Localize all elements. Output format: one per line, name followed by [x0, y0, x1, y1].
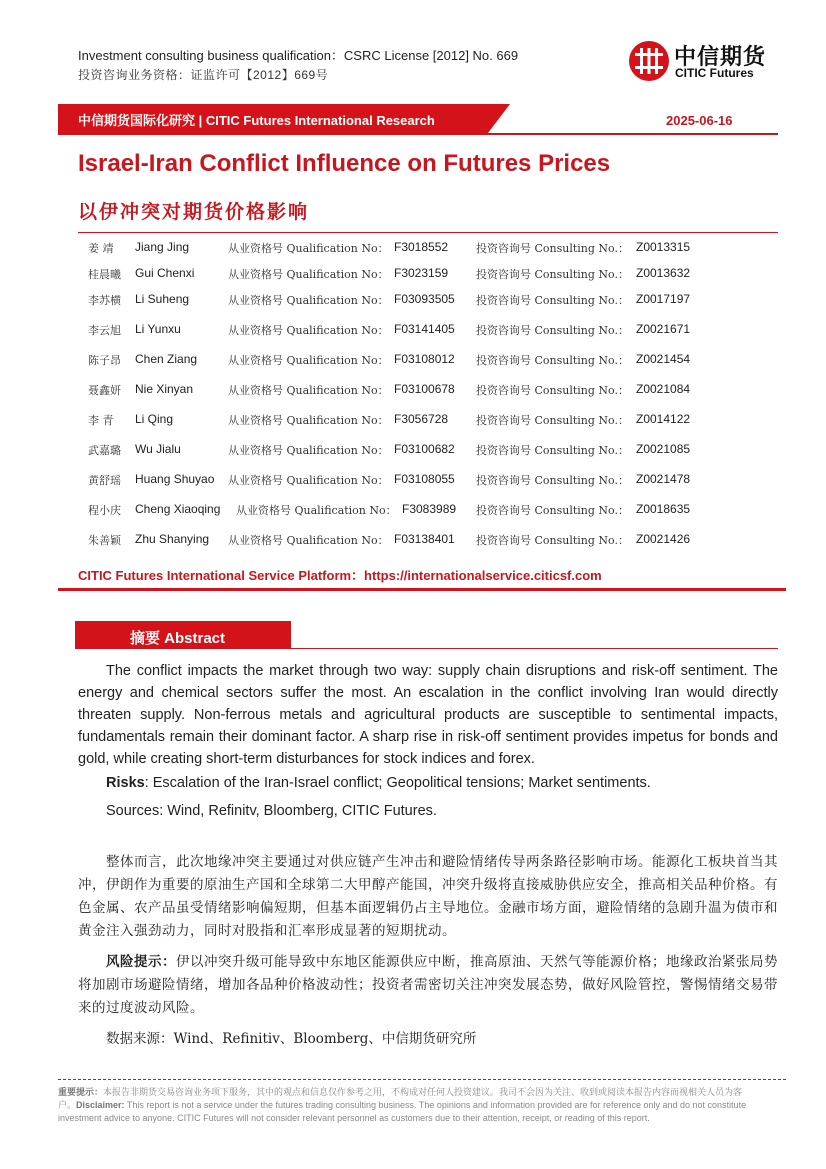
- risk-paragraph-cn: [78, 951, 778, 1020]
- disclaimer-divider: [58, 1079, 786, 1080]
- consulting-number: Z0017197: [636, 292, 691, 306]
- qualification-number: F03108012: [394, 352, 455, 366]
- author-name-en: Li Qing: [135, 412, 174, 426]
- qualification-number: F3023159: [394, 266, 449, 280]
- qualification-number: F03100678: [394, 382, 455, 396]
- consulting-label: 投资咨询号 Consulting No.：: [476, 268, 629, 281]
- risk-label-cn: 风险提示：: [106, 954, 176, 970]
- sources-en: Sources: Wind, Refinitv, Bloomberg, CITIC Futures.: [106, 803, 437, 819]
- qualification-label: 从业资格号 Qualification No：: [228, 294, 389, 307]
- consulting-label: 投资咨询号 Consulting No.：: [476, 242, 629, 255]
- abstract-body-en: The conflict impacts the market through two way: supply chain disruptions and risk-off sentiment. The energy and chemical sectors suffer the most. An escalation in the conflict involving Iran would directly threaten supply. Non-ferrous metals and agricultural products are susceptible to sentimental impacts, fundamentals remain their dominant factor. A sharp rise in risk-off sentiment provides impetus for bonds and gold, while creating short-term disturbances for stock indices and forex.: [78, 663, 778, 767]
- consulting-label: 投资咨询号 Consulting No.：: [476, 504, 629, 517]
- qualification-number: F03093505: [394, 292, 455, 306]
- consulting-label: 投资咨询号 Consulting No.：: [476, 534, 629, 547]
- report-date: 2025-06-16: [666, 113, 733, 128]
- qualification-en: Investment consulting business qualification：CSRC License [2012] No. 669: [78, 48, 519, 63]
- author-name-en: Li Suheng: [135, 292, 190, 306]
- disclaimer-text-en: This report is not a service under the futures trading consulting business. The opinions and information provided are for reference only and do not constitute investment advice to anyone. CITIC Futures will not consider relevant personnel as customers due to their attention, receipt, or reading of this report.: [58, 1100, 747, 1123]
- research-banner: [58, 104, 488, 133]
- author-name-cn: 程小庆: [88, 504, 121, 517]
- author-name-en: Chen Ziang: [135, 352, 198, 366]
- qualification-label: 从业资格号 Qualification No：: [228, 444, 389, 457]
- author-name-cn: 李 青: [88, 414, 114, 427]
- author-name-cn: 朱善颖: [88, 534, 121, 547]
- banner-tail: [488, 104, 510, 133]
- qualification-number: F03141405: [394, 322, 455, 336]
- author-name-cn: 陈子昂: [88, 354, 121, 367]
- consulting-number: Z0021478: [636, 472, 691, 486]
- consulting-label: 投资咨询号 Consulting No.：: [476, 294, 629, 307]
- qualification-number: F3018552: [394, 240, 449, 254]
- author-name-cn: 聂鑫妍: [88, 384, 121, 397]
- qualification-label: 从业资格号 Qualification No：: [228, 354, 389, 367]
- author-name-en: Wu Jialu: [135, 442, 181, 456]
- banner-text: 中信期货国际化研究 | CITIC Futures International Research: [78, 113, 435, 128]
- qualification-number: F3083989: [402, 502, 457, 516]
- consulting-number: Z0013315: [636, 240, 691, 254]
- risk-text-cn: 伊以冲突升级可能导致中东地区能源供应中断，推高原油、天然气等能源价格；地缘政治紧张局势将加剧市场避险情绪，增加各品种价格波动性；投资者需密切关注冲突发展态势，做好风险管控，警惕情绪交易带来的过度波动风险。: [78, 954, 778, 1016]
- disclaimer-label-cn: 重要提示：: [58, 1087, 104, 1097]
- abstract-divider: [75, 648, 778, 649]
- abstract-heading: 摘要 Abstract: [130, 630, 226, 647]
- consulting-number: Z0014122: [636, 412, 691, 426]
- author-name-en: Li Yunxu: [135, 322, 181, 336]
- consulting-number: Z0013632: [636, 266, 691, 280]
- consulting-number: Z0021426: [636, 532, 691, 546]
- qualification-number: F03100682: [394, 442, 455, 456]
- report-title-cn: 以伊冲突对期货价格影响: [78, 201, 310, 223]
- abstract-heading-bar: [75, 621, 291, 648]
- consulting-number: Z0021085: [636, 442, 691, 456]
- author-name-cn: 姜 靖: [88, 242, 114, 255]
- risks-text: : Escalation of the Iran-Israel conflict; Geopolitical tensions; Market sentiments.: [144, 775, 651, 791]
- citic-futures-logo: [628, 38, 778, 84]
- logo-name-cn: 中信期货: [674, 44, 767, 69]
- consulting-label: 投资咨询号 Consulting No.：: [476, 444, 629, 457]
- qualification-number: F3056728: [394, 412, 449, 426]
- consulting-number: Z0021084: [636, 382, 691, 396]
- title-divider: [78, 232, 778, 233]
- risks-label: Risks: [106, 775, 145, 791]
- consulting-label: 投资咨询号 Consulting No.：: [476, 384, 629, 397]
- consulting-label: 投资咨询号 Consulting No.：: [476, 414, 629, 427]
- disclaimer: [58, 1086, 758, 1125]
- qualification-label: 从业资格号 Qualification No：: [228, 242, 389, 255]
- qualification-label: 从业资格号 Qualification No：: [228, 324, 389, 337]
- author-name-en: Jiang Jing: [135, 240, 190, 254]
- author-name-cn: 李云旭: [88, 324, 121, 337]
- author-name-en: Cheng Xiaoqing: [135, 502, 221, 516]
- author-name-cn: 桂晨曦: [88, 268, 121, 281]
- abstract-body-cn: 整体而言，此次地缘冲突主要通过对供应链产生冲击和避险情绪传导两条路径影响市场。能源化工板块首当其冲，伊朗作为重要的原油生产国和全球第二大甲醇产能国，冲突升级将直接威胁供应安全，推高相关品种价格。有色金属、农产品虽受情绪影响偏短期，但基本面逻辑仍占主导地位。金融市场方面，避险情绪的急剧升温为债市和黄金注入强劲动力，同时对股指和汇率形成显著的短期扰动。: [78, 854, 778, 939]
- author-name-en: Gui Chenxi: [135, 266, 195, 280]
- consulting-label: 投资咨询号 Consulting No.：: [476, 324, 629, 337]
- qualification-label: 从业资格号 Qualification No：: [228, 414, 389, 427]
- citic-logo-icon: [628, 40, 670, 82]
- author-name-en: Huang Shuyao: [135, 472, 215, 486]
- service-platform-link[interactable]: CITIC Futures International Service Platform：https://internationalservice.citicsf.com: [78, 568, 602, 583]
- header-divider: [58, 133, 778, 135]
- author-name-en: Nie Xinyan: [135, 382, 194, 396]
- author-name-cn: 武嘉璐: [88, 444, 121, 457]
- qualification-label: 从业资格号 Qualification No：: [228, 384, 389, 397]
- qualification-label: 从业资格号 Qualification No：: [228, 534, 389, 547]
- consulting-number: Z0021454: [636, 352, 691, 366]
- author-name-cn: 黄舒瑶: [88, 474, 121, 487]
- consulting-number: Z0018635: [636, 502, 691, 516]
- disclaimer-text-cn: 本报告非期货交易咨询业务项下服务，其中的观点和信息仅作参考之用，不构成对任何人投资建议。我司不会因为关注、收到或阅读本报告内容而视相关人员为客户。: [58, 1087, 743, 1110]
- report-title-en: Israel-Iran Conflict Influence on Futures Prices: [78, 150, 611, 177]
- disclaimer-label-en: Disclaimer:: [76, 1100, 125, 1110]
- qualification-number: F03108055: [394, 472, 455, 486]
- qualification-label: 从业资格号 Qualification No：: [228, 474, 389, 487]
- risks-line: [106, 775, 651, 791]
- consulting-label: 投资咨询号 Consulting No.：: [476, 354, 629, 367]
- consulting-number: Z0021671: [636, 322, 691, 336]
- qualification-cn: 投资咨询业务资格：证监许可【2012】669号: [78, 68, 329, 82]
- platform-divider: [58, 588, 786, 591]
- sources-cn: 数据来源：Wind、Refinitiv、Bloomberg、中信期货研究所: [106, 1031, 477, 1047]
- logo-name-en: CITIC Futures: [675, 66, 754, 80]
- qualification-label: 从业资格号 Qualification No：: [228, 268, 389, 281]
- qualification-label: 从业资格号 Qualification No：: [236, 504, 397, 517]
- author-name-cn: 李苏横: [88, 294, 121, 307]
- author-name-en: Zhu Shanying: [135, 532, 210, 546]
- qualification-number: F03138401: [394, 532, 455, 546]
- consulting-label: 投资咨询号 Consulting No.：: [476, 474, 629, 487]
